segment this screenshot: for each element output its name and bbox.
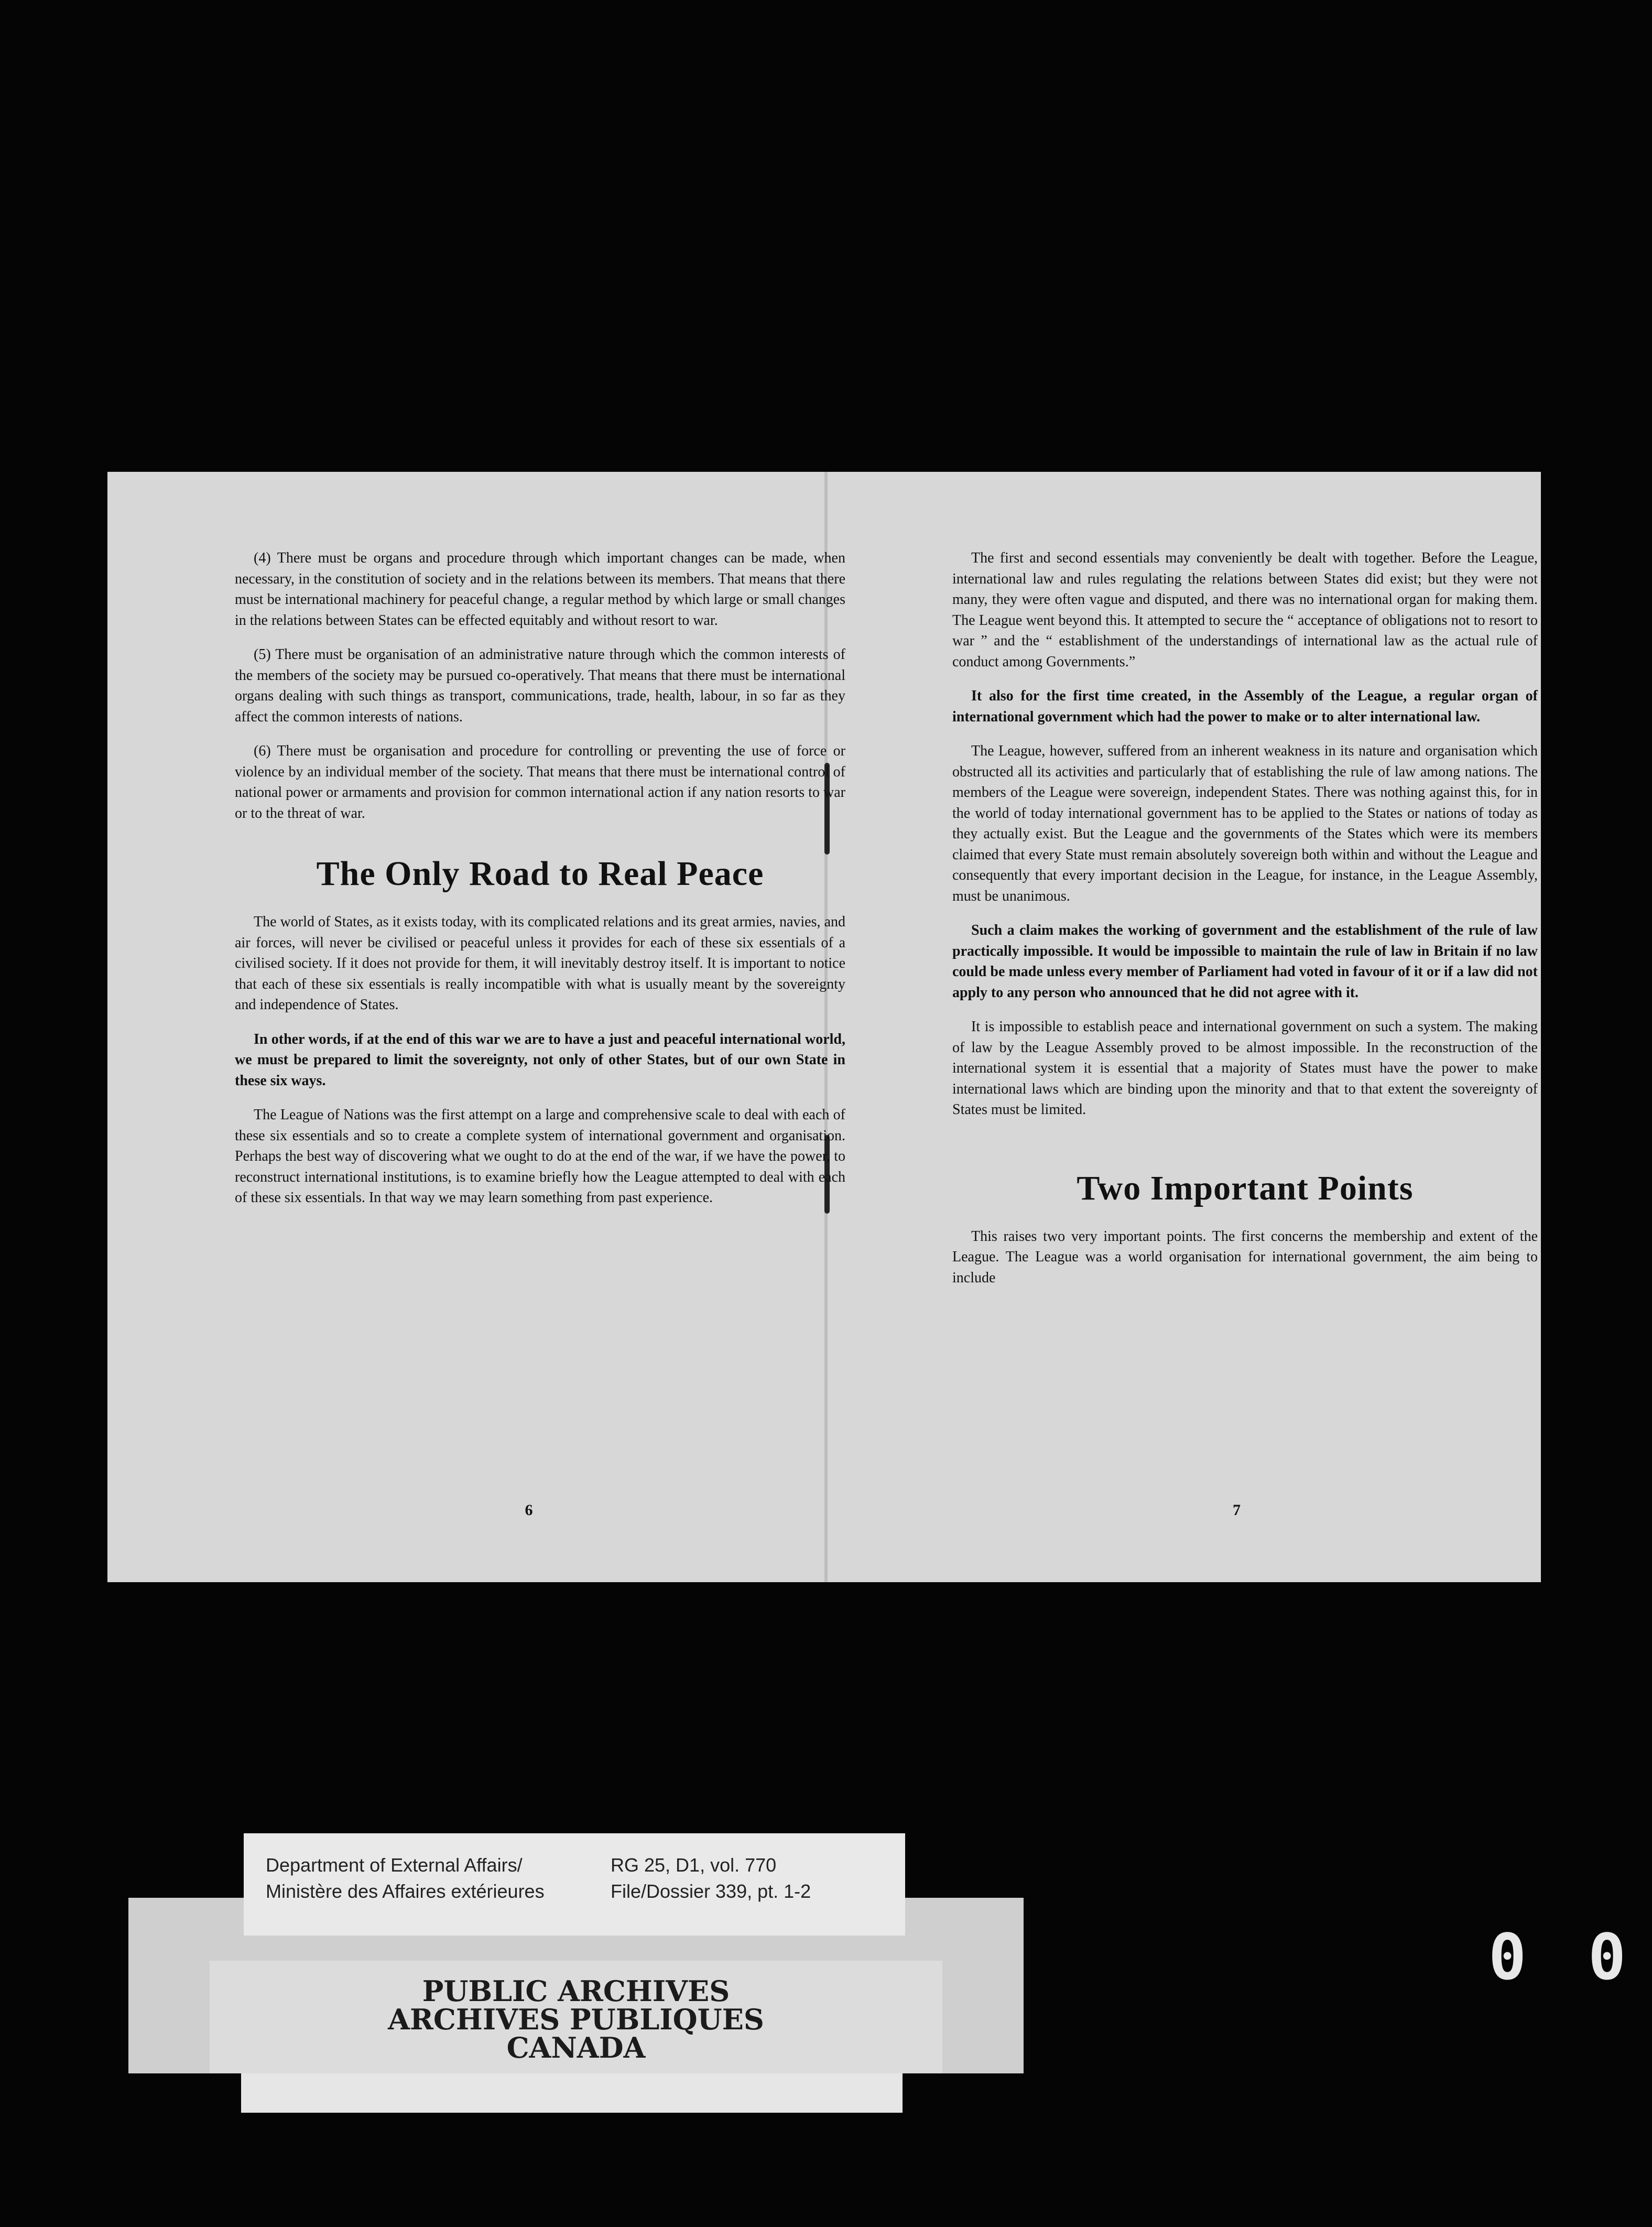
file-ref: File/Dossier 339, pt. 1-2 — [611, 1880, 811, 1902]
department-french: Ministère des Affaires extérieures — [266, 1880, 545, 1902]
section-heading: Two Important Points — [1077, 1169, 1414, 1207]
left-page-text — [235, 548, 845, 1222]
stamp-line: PUBLIC ARCHIVES — [422, 1974, 730, 2008]
frame-number-digit: 0 — [1588, 1921, 1626, 1994]
paragraph: Such a claim makes the working of government and the establishment of the rule of law practically impossible. It would be impossible to maintain the rule of law in Britain if no law could be made unless every member of Parliament had voted in favour of it or if a law did not apply to any person who announced that he did not agree with it. — [952, 922, 1538, 1001]
paragraph: The League of Nations was the first attempt on a large and comprehensive scale to deal with each of these six essentials and so to create a complete system of international government and organisation. Perhaps the best way of discovering what we ought to do at the end of the war, if we have the power, to reconstruct international institutions, is to examine briefly how the League attempted to deal with each of these six essentials. In that way we may learn something from past experience. — [235, 1107, 845, 1206]
paragraph: It also for the first time created, in the Assembly of the League, a regular organ of international government which had the power to make or to alter international law. — [952, 688, 1538, 725]
section-heading: The Only Road to Real Peace — [316, 855, 764, 893]
page-number: 6 — [525, 1501, 533, 1519]
department-english: Department of External Affairs/ — [266, 1854, 523, 1876]
paragraph: This raises two very important points. The first concerns the membership and extent of the League. The League was a world organisation for international government, the aim being to include — [952, 1228, 1538, 1286]
archive-stamp-card — [210, 1961, 942, 2073]
paragraph: (6) There must be organisation and procedure for controlling or preventing the use of force or violence by an individual member of the society. That means that there must be international control of national power or armaments and provision for common international action if any nation resorts to war or to the threat of war. — [235, 743, 845, 821]
paragraph: (4) There must be organs and procedure through which important changes can be made, when necessary, in the constitution of society and in the relations between its members. That means that there must be international machinery for peaceful change, a regular method by which large or small changes in the relations between States can be effected equitably and without resort to war. — [235, 550, 845, 629]
right-page — [828, 472, 1541, 1582]
page-number: 7 — [1233, 1501, 1241, 1519]
paragraph: The first and second essentials may conveniently be dealt with together. Before the League, international law and rules regulating the relations between States did exist; but they were not many, they were often vague and disputed, and there was no international organ for making them. The League went beyond this. It attempted to secure the “ acceptance of obligations not to resort to war ” and the “ establishment of the understandings of international law as the actual rule of conduct among Governments.” — [952, 550, 1538, 670]
paragraph: (5) There must be organisation of an administrative nature through which the common interests of the members of the society may be pursued co-operatively. That means that there must be international organs dealing with such things as transport, communications, trade, health, labour, in so far as they affect the common interests of nations. — [235, 646, 845, 725]
right-page-text — [952, 548, 1538, 1302]
stamp-line: ARCHIVES PUBLIQUES — [388, 2003, 764, 2036]
paragraph: The world of States, as it exists today, with its complicated relations and its great armies, navies, and air forces, will never be civilised or peaceful unless it provides for each of these six essentials of a civilised society. If it does not provide for them, it will inevitably destroy itself. It is important to notice that each of these six essentials is really incompatible with what is usually meant by the sovereignty and independence of States. — [235, 914, 845, 1013]
paragraph: The League, however, suffered from an inherent weakness in its nature and organisation which obstructed all its activities and particularly that of establishing the rule of law among nations. The members of the League were sovereign, independent States. There was nothing against this, for in the world of today international government has to be applied to the States or nations of today as they actually exist. But the League and the governments of the States which were its members claimed that every State must remain absolutely sovereign both within and without the League and consequently that every important decision in the League, for instance, in the League Assembly, must be unanimous. — [952, 743, 1538, 904]
archive-reference-label — [244, 1833, 905, 1936]
frame-number-digit: 0 — [1488, 1921, 1527, 1994]
paragraph: In other words, if at the end of this war we are to have a just and peaceful international world, we must be prepared to limit the sovereignty, not only of other States, but of our own State in these six ways. — [235, 1031, 845, 1089]
paragraph: It is impossible to establish peace and international government on such a system. The making of law by the League Assembly proved to be almost impossible. In the reconstruction of the international system it is essential that a majority of States must have the power to make international laws which are binding upon the minority and that to that extent the sovereignty of States must be limited. — [952, 1019, 1538, 1118]
archive-label-strip — [241, 2073, 903, 2113]
stamp-line: CANADA — [506, 2031, 646, 2064]
document-spread — [107, 472, 1541, 1582]
left-page — [107, 472, 845, 1582]
record-group-ref: RG 25, D1, vol. 770 — [611, 1854, 777, 1876]
